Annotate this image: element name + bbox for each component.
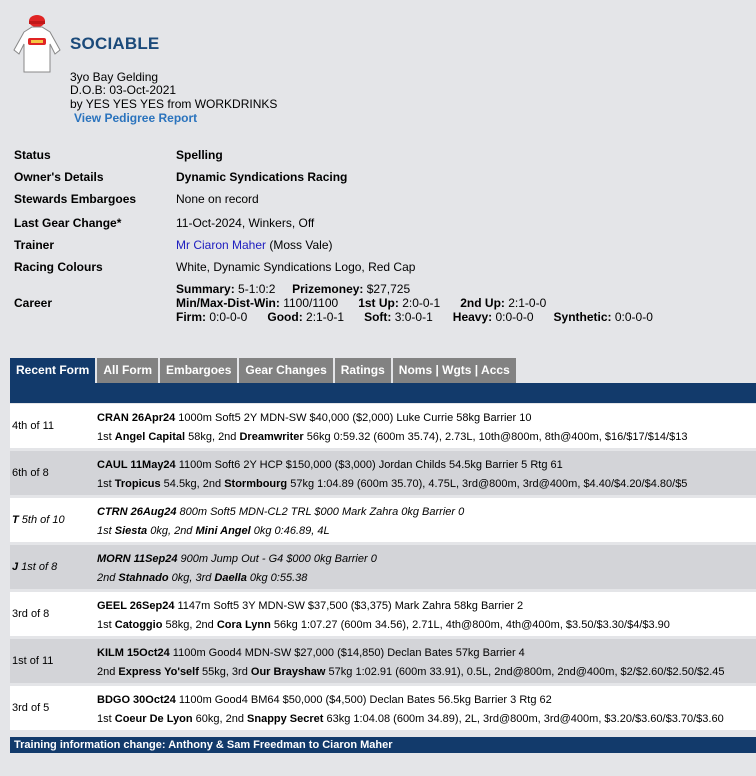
colours-value: White, Dynamic Syndications Logo, Red Cap <box>176 260 416 274</box>
form-row[interactable] <box>10 545 756 589</box>
race-info: CRAN 26Apr24 1000m Soft5 2Y MDN-SW $40,000 ($2,000) Luke Currie 58kg Barrier 10 <box>97 412 532 424</box>
race-info: CTRN 26Aug24 800m Soft5 MDN-CL2 TRL $000 Mark Zahra 0kg Barrier 0 <box>97 506 465 518</box>
synthetic-label: Synthetic: <box>553 310 612 324</box>
race-code: CRAN 26Apr24 <box>97 412 176 424</box>
form-row[interactable] <box>10 686 756 730</box>
synthetic-value: 0:0-0-0 <box>611 310 653 324</box>
horse-header <box>0 0 756 140</box>
tab-recent-form[interactable]: Recent Form <box>10 358 95 383</box>
heavy-value: 0:0-0-0 <box>492 310 534 324</box>
race-result: 1st Angel Capital 58kg, 2nd Dreamwriter 56kg 0:59.32 (600m 35.74), 2.73L, 10th@800m, 8th@400m, $16/$17/$14/$13 <box>97 431 688 443</box>
race-code: BDGO 30Oct24 <box>97 694 176 706</box>
second-name: Our Brayshaw <box>250 666 326 678</box>
soft-value: 3:0-0-1 <box>391 310 433 324</box>
tab-ratings[interactable]: Ratings <box>335 358 391 383</box>
race-code: MORN 11Sep24 <box>97 553 178 565</box>
racing-silks-icon <box>10 14 64 78</box>
trainer-value <box>176 236 333 254</box>
form-row[interactable] <box>10 451 756 495</box>
winner-name: Stahnado <box>118 572 169 584</box>
trainer-link[interactable]: Mr Ciaron Maher <box>176 238 267 252</box>
detail-label: Last Gear Change* <box>14 216 122 230</box>
winner-name: Siesta <box>114 525 148 537</box>
detail-label: Status <box>14 148 51 162</box>
career-line-2 <box>176 296 653 310</box>
first-up-value: 2:0-0-1 <box>398 296 441 310</box>
gear-change-value: 11-Oct-2024, Winkers, Off <box>176 216 315 230</box>
race-info: KILM 15Oct24 1100m Good4 MDN-SW $27,000 ($14,850) Declan Bates 57kg Barrier 4 <box>97 647 525 659</box>
prize-label: Prizemoney: <box>292 282 364 296</box>
race-result: 1st Catoggio 58kg, 2nd Cora Lynn 56kg 1:07.27 (600m 34.56), 2.71L, 4th@800m, 4th@400m, $3.50/$3.30/$4/$3.90 <box>97 619 670 631</box>
form-tabs <box>10 358 518 383</box>
career-stats <box>176 282 653 324</box>
form-row[interactable] <box>10 639 756 683</box>
tab-embargoes[interactable]: Embargoes <box>160 358 237 383</box>
career-line-3 <box>176 310 653 324</box>
second-name: Daella <box>214 572 247 584</box>
detail-label: Career <box>14 296 53 310</box>
tab-all-form[interactable]: All Form <box>97 358 158 383</box>
race-result: 1st Coeur De Lyon 60kg, 2nd Snappy Secret 63kg 1:04.08 (600m 34.89), 2L, 3rd@800m, 3rd@400m, $3.20/$3.60/$3.70/$3.60 <box>97 713 724 725</box>
winner-name: Tropicus <box>114 478 161 490</box>
finish-place: T 5th of 10 <box>12 514 65 526</box>
race-code: CTRN 26Aug24 <box>97 506 177 518</box>
first-up-label: 1st Up: <box>358 296 399 310</box>
prize-value: $27,725 <box>363 282 411 296</box>
firm-label: Firm: <box>176 310 206 324</box>
horse-description: 3yo Bay Gelding <box>70 70 159 84</box>
race-code: GEEL 26Sep24 <box>97 600 175 612</box>
winner-name: Express Yo'self <box>118 666 199 678</box>
second-up-value: 2:1-0-0 <box>504 296 547 310</box>
tab-panel-header <box>10 383 756 403</box>
race-info: MORN 11Sep24 900m Jump Out - G4 $000 0kg Barrier 0 <box>97 553 377 565</box>
good-value: 2:1-0-1 <box>302 310 345 324</box>
race-code: KILM 15Oct24 <box>97 647 170 659</box>
second-name: Stormbourg <box>224 478 288 490</box>
career-line-1 <box>176 282 653 296</box>
tab-noms-wgts-accs[interactable]: Noms | Wgts | Accs <box>393 358 516 383</box>
finish-place: 3rd of 5 <box>12 702 50 714</box>
winner-name: Angel Capital <box>114 431 186 443</box>
race-info: CAUL 11May24 1100m Soft6 2Y HCP $150,000 ($3,000) Jordan Childs 54.5kg Barrier 5 Rtg 61 <box>97 459 563 471</box>
winner-name: Coeur De Lyon <box>114 713 193 725</box>
view-pedigree-link[interactable]: View Pedigree Report <box>74 111 198 125</box>
owner-value: Dynamic Syndications Racing <box>176 170 348 184</box>
trainer-location: (Moss Vale) <box>266 238 333 252</box>
summary-label: Summary: <box>176 282 235 296</box>
heavy-label: Heavy: <box>452 310 493 324</box>
soft-label: Soft: <box>364 310 392 324</box>
summary-value: 5-1:0:2 <box>234 282 276 296</box>
second-name: Snappy Secret <box>247 713 324 725</box>
horse-breeding: by YES YES YES from WORKDRINKS <box>70 97 278 111</box>
race-info: BDGO 30Oct24 1100m Good4 BM64 $50,000 ($4,500) Declan Bates 56.5kg Barrier 3 Rtg 62 <box>97 694 552 706</box>
race-result: 2nd Express Yo'self 55kg, 3rd Our Brayshaw 57kg 1:02.91 (600m 33.91), 0.5L, 2nd@800m, 2nd@400m, $2/$2.60/$2.50/$2.45 <box>97 666 725 678</box>
form-row[interactable] <box>10 592 756 636</box>
second-name: Mini Angel <box>195 525 251 537</box>
horse-name: SOCIABLE <box>70 34 160 53</box>
minmax-label: Min/Max-Dist-Win: <box>176 296 280 310</box>
race-result: 1st Siesta 0kg, 2nd Mini Angel 0kg 0:46.89, 4L <box>97 525 330 537</box>
firm-value: 0:0-0-0 <box>206 310 248 324</box>
training-change-banner: Training information change: Anthony & Sam Freedman to Ciaron Maher <box>10 737 756 753</box>
race-code: CAUL 11May24 <box>97 459 176 471</box>
detail-label: Owner's Details <box>14 170 104 184</box>
embargoes-value: None on record <box>176 192 259 206</box>
finish-place: 3rd of 8 <box>12 608 50 620</box>
status-value: Spelling <box>176 148 223 162</box>
finish-place: 4th of 11 <box>12 420 54 432</box>
form-row[interactable] <box>10 404 756 448</box>
second-name: Dreamwriter <box>239 431 304 443</box>
form-row[interactable] <box>10 498 756 542</box>
detail-label: Trainer <box>14 238 55 252</box>
finish-place: 6th of 8 <box>12 467 49 479</box>
good-label: Good: <box>267 310 303 324</box>
tab-gear-changes[interactable]: Gear Changes <box>239 358 332 383</box>
finish-place: 1st of 11 <box>12 655 54 667</box>
second-name: Cora Lynn <box>216 619 271 631</box>
finish-place: J 1st of 8 <box>12 561 58 573</box>
minmax-value: 1100/1100 <box>279 296 339 310</box>
second-up-label: 2nd Up: <box>460 296 505 310</box>
race-info: GEEL 26Sep24 1147m Soft5 3Y MDN-SW $37,500 ($3,375) Mark Zahra 58kg Barrier 2 <box>97 600 524 612</box>
detail-label: Stewards Embargoes <box>14 192 137 206</box>
detail-label: Racing Colours <box>14 260 103 274</box>
race-result: 2nd Stahnado 0kg, 3rd Daella 0kg 0:55.38 <box>97 572 308 584</box>
winner-name: Catoggio <box>114 619 163 631</box>
horse-dob: D.O.B: 03-Oct-2021 <box>70 83 177 97</box>
race-result: 1st Tropicus 54.5kg, 2nd Stormbourg 57kg 1:04.89 (600m 35.70), 4.75L, 3rd@800m, 3rd@400m, $4.40/$4.20/$4.80/$5 <box>97 478 688 490</box>
